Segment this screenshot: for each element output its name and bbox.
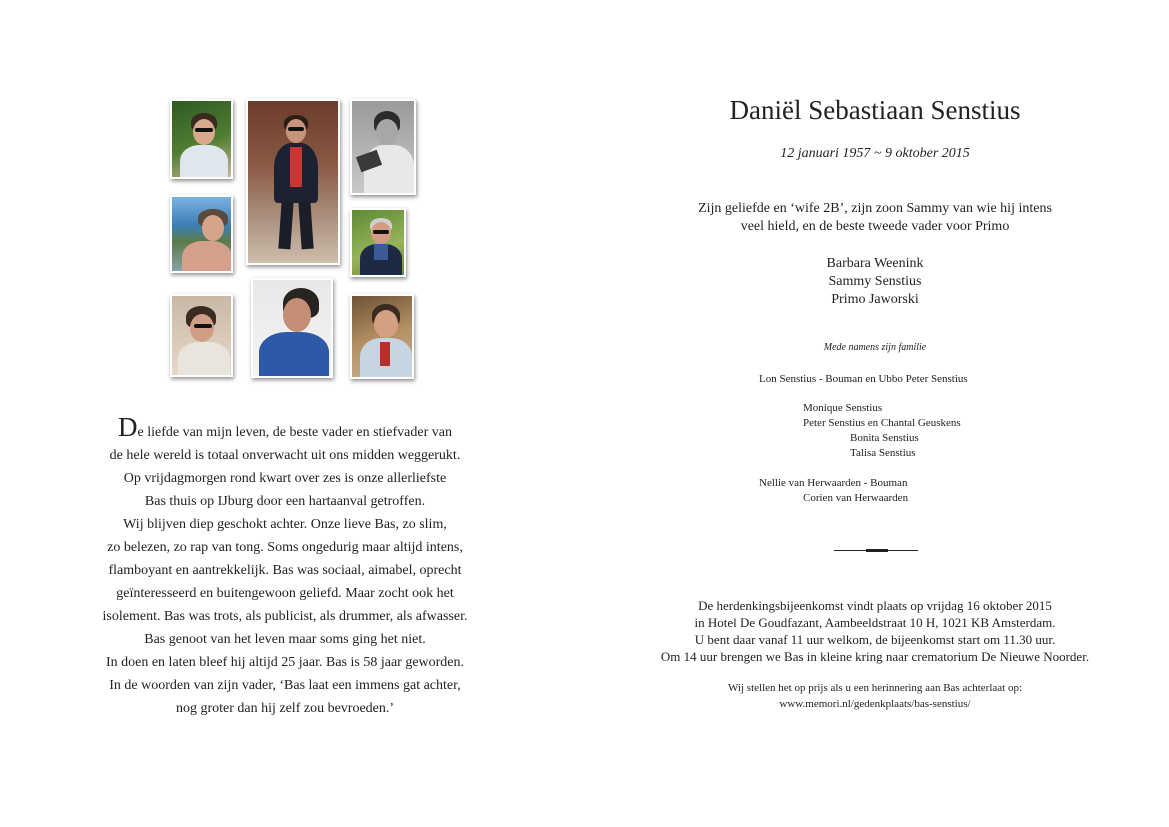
tribute-text	[70, 412, 500, 720]
photo-looking-up	[251, 278, 333, 378]
family-member: Corien van Herwaarden	[803, 492, 909, 504]
family-member: Talisa Senstius	[850, 447, 916, 459]
memori-note	[620, 680, 1130, 712]
signer-name: Primo Jaworski	[831, 292, 919, 307]
memorial-line: Om 14 uur brengen we Bas in kleine kring naar crematorium De Nieuwe Noorder.	[660, 649, 1090, 664]
photo-portrait-garden	[170, 99, 233, 179]
memorial-line: U bent daar vanaf 11 uur welkom, de bijeenkomst start om 11.30 uur.	[694, 632, 1056, 647]
photo-scarf	[350, 208, 406, 277]
tribute-line: de hele wereld is totaal onverwacht uit ons midden weggerukt.	[109, 448, 461, 463]
memori-link[interactable]: www.memori.nl/gedenkplaats/bas-senstius/	[779, 698, 971, 710]
tribute-line: De liefde van mijn leven, de beste vader en stiefvader van	[118, 412, 452, 442]
tribute-line: In de woorden van zijn vader, ‘Bas laat een immens gat achter,	[109, 678, 461, 693]
family-caption: Mede namens zijn familie	[823, 342, 927, 353]
family-member: Bonita Senstius	[850, 432, 919, 444]
signers-list	[620, 255, 1130, 309]
memorial-line: in Hotel De Goudfazant, Aambeeldstraat 10 H, 1021 KB Amsterdam.	[694, 615, 1056, 630]
signer-name: Barbara Weenink	[826, 256, 924, 271]
family-member: Nellie van Herwaarden - Bouman	[759, 477, 908, 489]
tribute-line: geïnteresseerd en buitengewoon geliefd. Maar zocht ook het	[116, 586, 454, 601]
intro-line: veel hield, en de beste tweede vader voor Primo	[740, 219, 1010, 234]
life-dates: 12 januari 1957 ~ 9 oktober 2015	[780, 146, 970, 161]
memori-line: Wij stellen het op prijs als u een herinnering aan Bas achterlaat op:	[727, 682, 1022, 694]
tribute-line: nog groter dan hij zelf zou bevroeden.’	[175, 701, 395, 716]
tribute-line: Bas genoot van het leven maar soms ging het niet.	[144, 632, 426, 647]
intro-line: Zijn geliefde en ‘wife 2B’, zijn zoon Sammy van wie hij intens	[698, 201, 1052, 216]
divider-ornament	[866, 549, 888, 552]
tribute-line: In doen en laten bleef hij altijd 25 jaar. Bas is 58 jaar geworden.	[105, 655, 465, 670]
family-member: Monique Senstius	[803, 402, 883, 414]
tribute-line: flamboyant en aantrekkelijk. Bas was sociaal, aimabel, oprecht	[108, 563, 462, 578]
photo-walking-street	[246, 99, 340, 265]
photo-smiling	[350, 294, 414, 379]
memorial-info	[620, 597, 1130, 665]
family-member: Peter Senstius en Chantal Geuskens	[803, 417, 961, 429]
intro-text	[620, 200, 1130, 236]
tribute-line: Wij blijven diep geschokt achter. Onze lieve Bas, zo slim,	[123, 517, 447, 532]
signer-name: Sammy Senstius	[828, 274, 922, 289]
family-member: Lon Senstius - Bouman en Ubbo Peter Senstius	[759, 373, 968, 385]
photo-lake	[170, 195, 233, 273]
memorial-line: De herdenkingsbijeenkomst vindt plaats op vrijdag 16 oktober 2015	[698, 598, 1052, 613]
tribute-line: isolement. Bas was trots, als publicist, als drummer, als afwasser.	[102, 609, 468, 624]
tribute-line: Op vrijdagmorgen rond kwart over zes is onze allerliefste	[123, 471, 447, 486]
dropcap: D	[118, 412, 138, 442]
tribute-line: Bas thuis op IJburg door een hartaanval getroffen.	[144, 494, 426, 509]
photo-thinking	[170, 294, 233, 377]
tribute-line: zo belezen, zo rap van tong. Soms ongedurig maar altijd intens,	[107, 540, 463, 555]
photo-reading-bw	[350, 99, 416, 195]
deceased-name: Daniël Sebastiaan Senstius	[729, 95, 1021, 125]
